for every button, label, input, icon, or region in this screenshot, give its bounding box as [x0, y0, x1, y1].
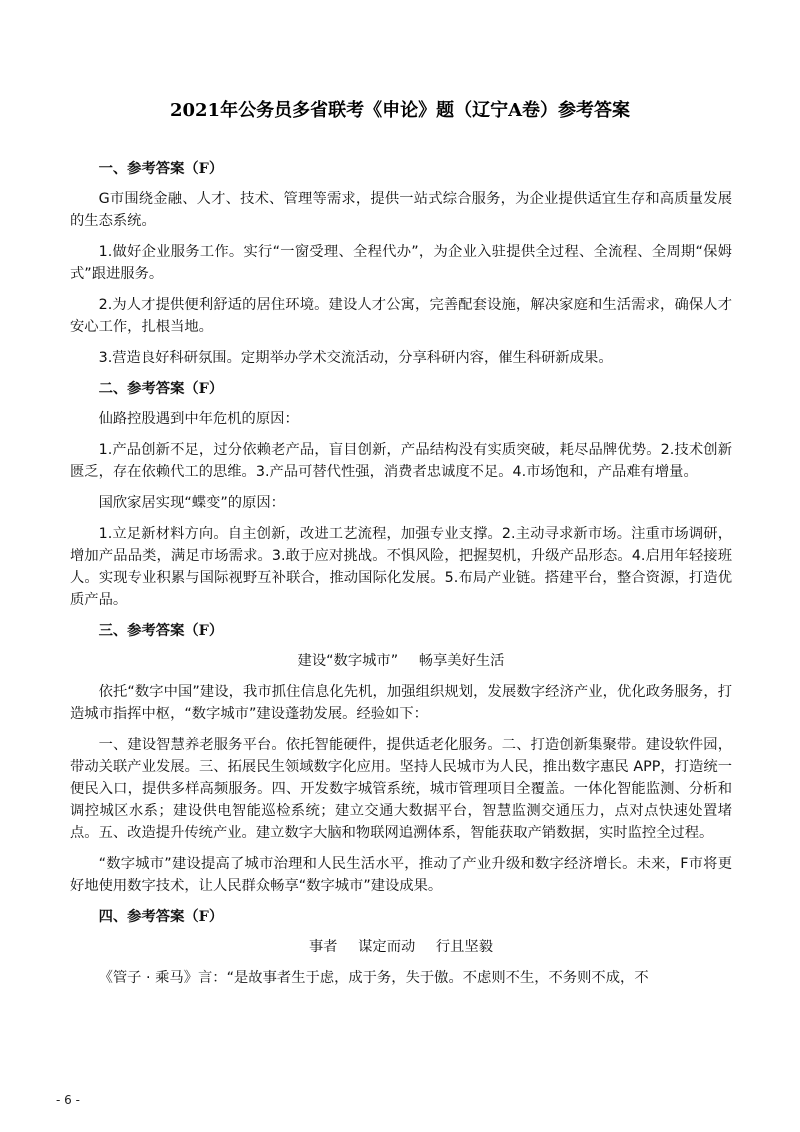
section-heading: 三、参考答案（F） [98, 623, 224, 639]
paragraph: G市围绕金融、人才、技术、管理等需求，提供一站式综合服务，为企业提供适宜生存和高质量发展的生态系统。 [70, 191, 732, 229]
essay-subtitle [70, 650, 732, 672]
paragraph: 2.为人才提供便利舒适的居住环境。建设人才公寓，完善配套设施，解决家庭和生活需求，确保人才安心工作，扎根当地。 [70, 297, 732, 335]
paragraph: 仙路控股遇到中年危机的原因： [98, 411, 299, 427]
subtitle-part: 事者 [308, 939, 338, 955]
paragraph: 国欣家居实现“蝶变”的原因： [98, 495, 285, 511]
paragraph: 《管子 · 乘马》言：“是故事者生于虑，成于务，失于傲。不虑则不生，不务则不成，不 [98, 970, 649, 986]
paragraph: “数字城市”建设提高了城市治理和人民生活水平，推动了产业升级和数字经济增长。未来，F市将更好地使用数字技术，让人民群众畅享“数字城市”建设成果。 [70, 856, 732, 894]
paragraph: 依托“数字中国”建设，我市抓住信息化先机，加强组织规划，发展数字经济产业，优化政务服务，打造城市指挥中枢，“数字城市”建设蓬勃发展。经验如下： [70, 684, 732, 722]
subtitle-part: 行且坚毅 [435, 939, 494, 955]
section-heading: 四、参考答案（F） [98, 909, 224, 925]
page-number: - 6 - [56, 1093, 80, 1107]
paragraph: 1.做好企业服务工作。实行“一窗受理、全程代办”，为企业入驻提供全过程、全流程、全周期“保姆式”跟进服务。 [70, 244, 732, 282]
page-title: 2021年公务员多省联考《申论》题（辽宁A卷）参考答案 [169, 100, 631, 121]
document-body [70, 158, 732, 998]
paragraph: 1.立足新材料方向。自主创新，改进工艺流程，加强专业支撑。2.主动寻求新市场。注重市场调研，增加产品品类，满足市场需求。3.敢于应对挑战。不惧风险，把握契机，升级产品形态。4.启用年轻接班人。实现专业积累与国际视野互补联合，推动国际化发展。5.布局产业链。搭建平台，整合资源，打造优质产品。 [70, 526, 732, 608]
section-heading: 一、参考答案（F） [98, 161, 224, 177]
paragraph: 一、建设智慧养老服务平台。依托智能硬件，提供适老化服务。二、打造创新集聚带。建设软件园，带动关联产业发展。三、拓展民生领域数字化应用。坚持人民城市为人民，推出数字惠民 APP，打造统一便民入口，提供多样高频服务。四、开发数字城管系统，城市管理项目全覆盖。一体化智能监测、分析和调控城区水系；建设供电智能巡检系统；建立交通大数据平台，智慧监测交通压力，点对点快速处置堵点。五、改造提升传统产业。建立数字大脑和物联网追溯体系，智能获取产销数据，实时监控全过程。 [70, 737, 732, 841]
paragraph: 1.产品创新不足，过分依赖老产品，盲目创新，产品结构没有实质突破，耗尽品牌优势。2.技术创新匮乏，存在依赖代工的思维。3.产品可替代性强，消费者忠诚度不足。4.市场饱和，产品难有增量。 [70, 442, 732, 480]
section-heading: 二、参考答案（F） [98, 381, 224, 397]
paragraph: 3.营造良好科研氛围。定期举办学术交流活动，分享科研内容，催生科研新成果。 [98, 350, 613, 366]
subtitle-part: 谋定而动 [358, 939, 416, 955]
subtitle-part: 建设“数字城市” [297, 653, 399, 669]
essay-subtitle [70, 936, 732, 958]
subtitle-part: 畅享美好生活 [418, 653, 505, 669]
